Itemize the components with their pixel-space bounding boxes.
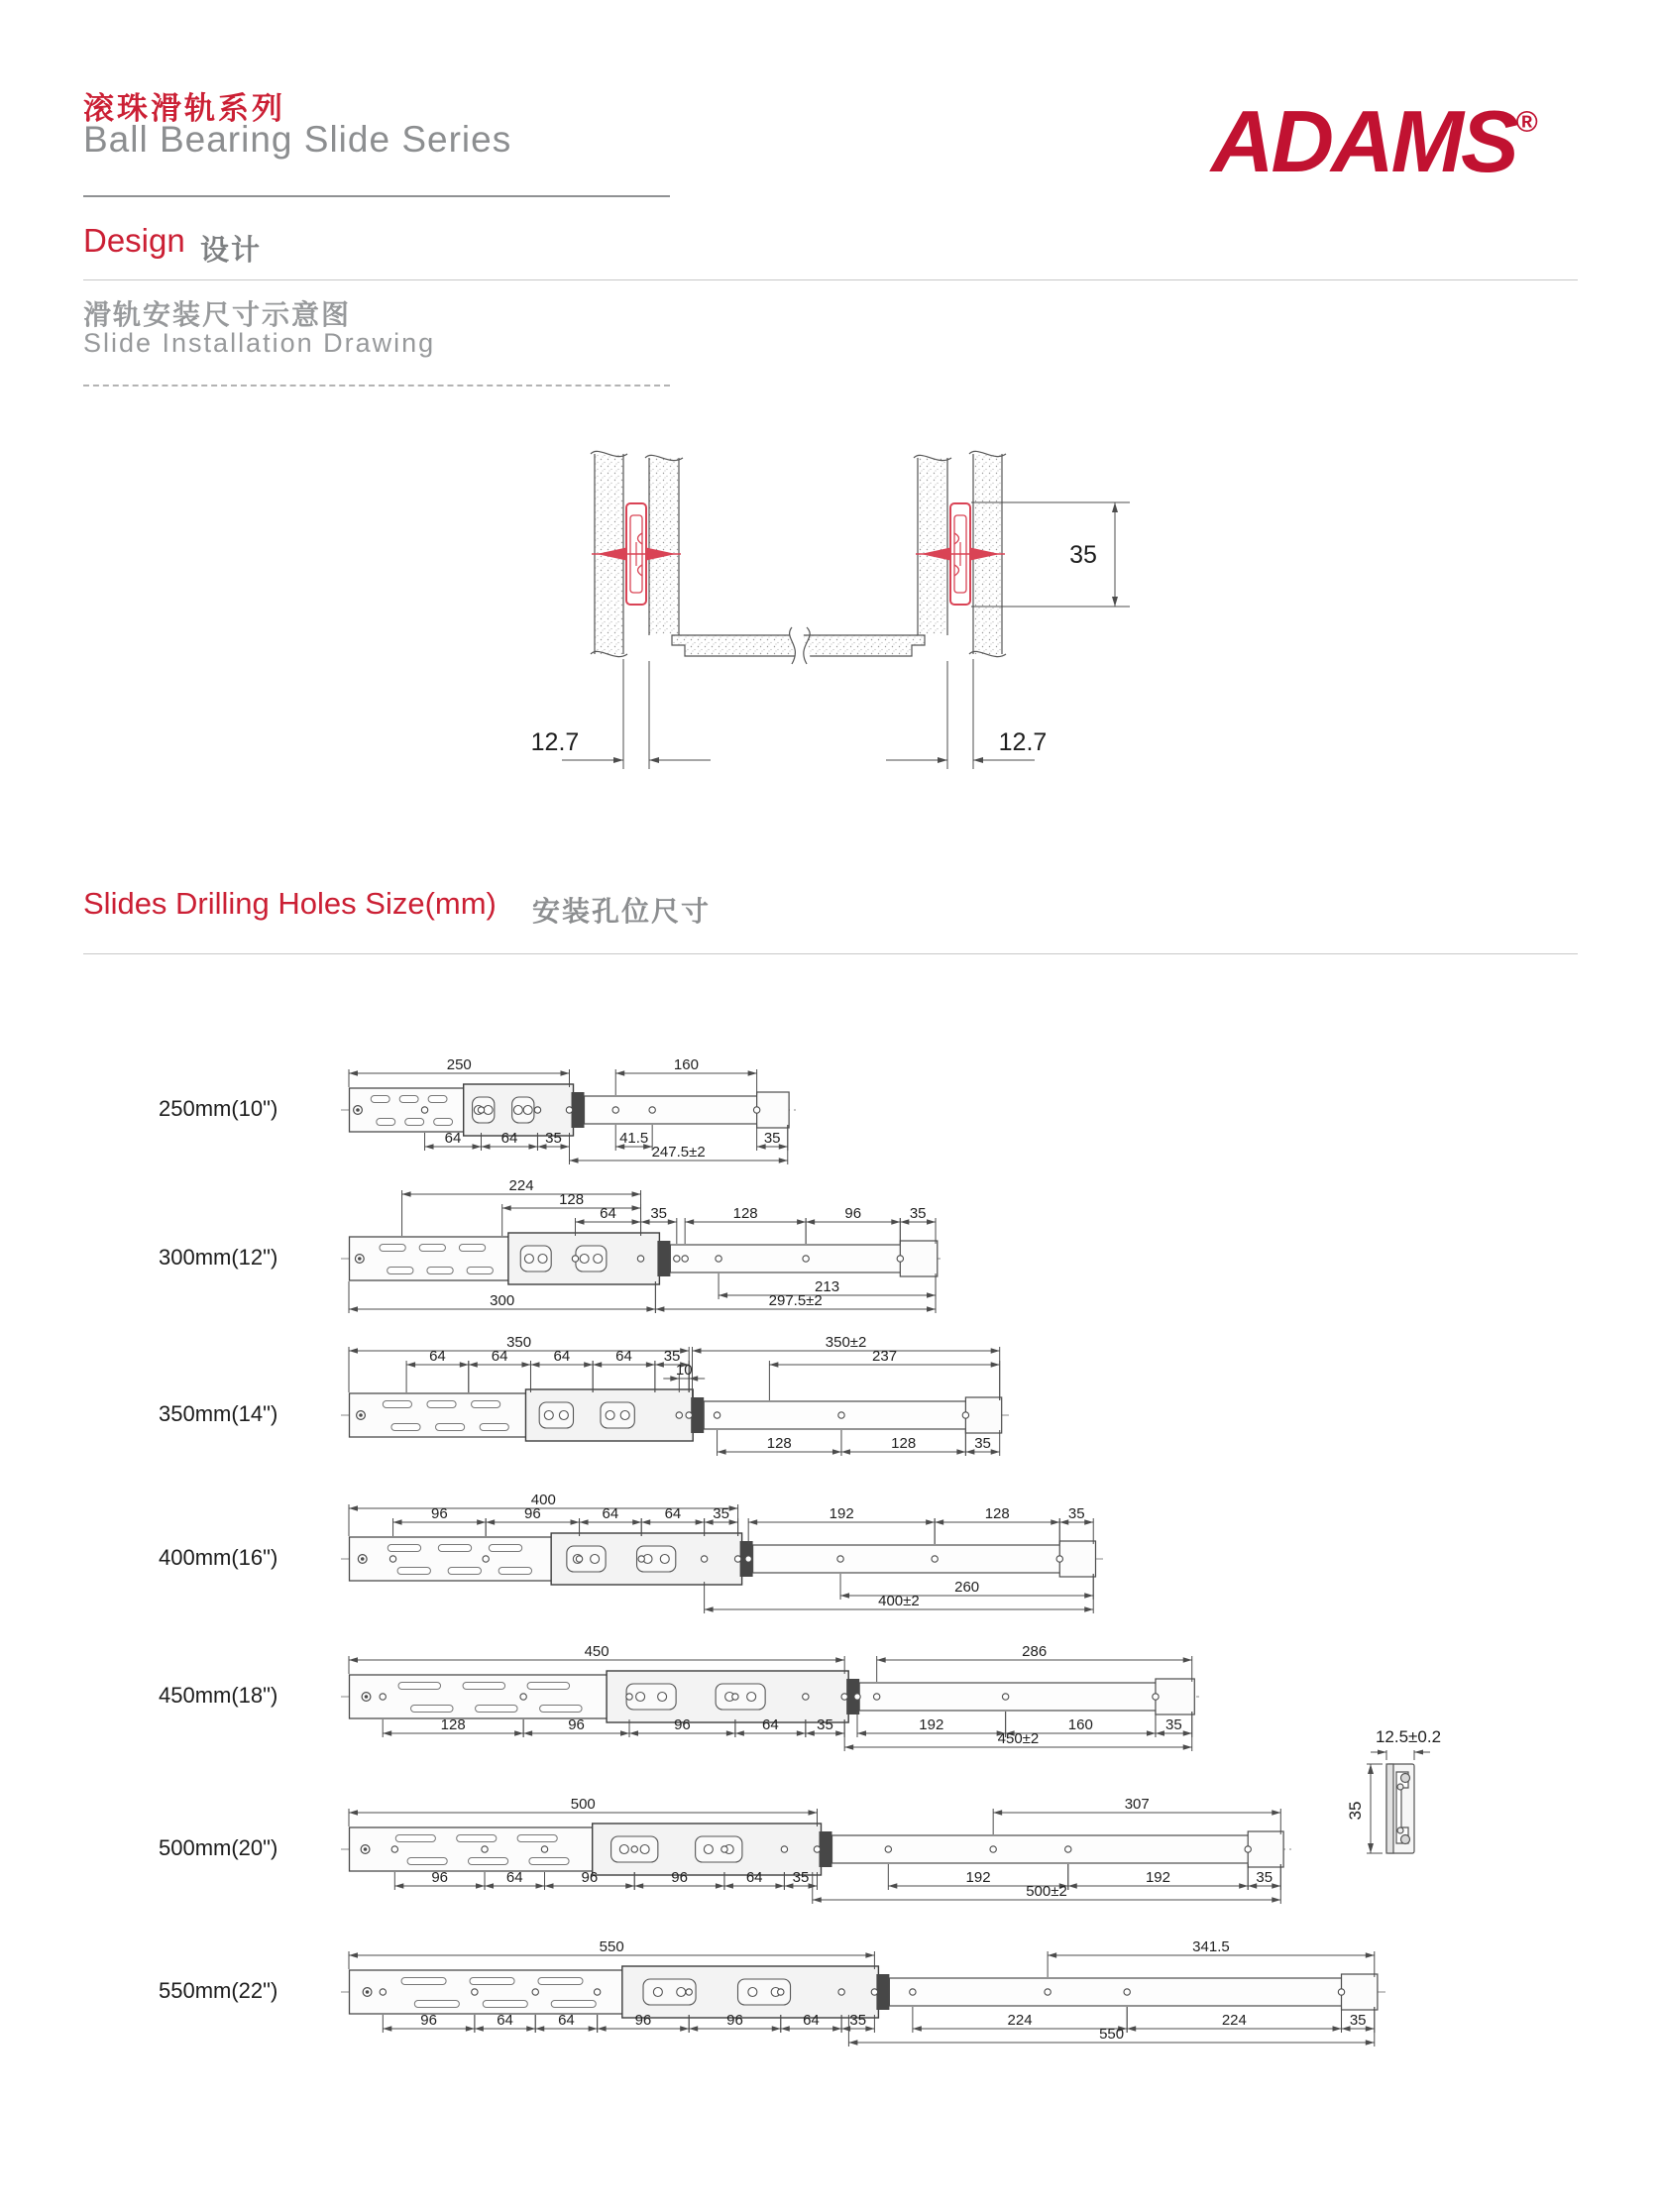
row-label: 250mm(10") xyxy=(159,1096,278,1121)
dim-label: 341.5 xyxy=(1192,1938,1230,1955)
dim-label: 35 xyxy=(545,1130,562,1147)
dim-label: 64 xyxy=(429,1348,446,1365)
dim-label: 160 xyxy=(1067,1716,1093,1733)
dim-label: 12.7 xyxy=(998,728,1048,756)
registered-mark-icon: ® xyxy=(1515,106,1538,139)
row-label: 500mm(20") xyxy=(159,1835,278,1860)
dim-label: 224 xyxy=(1007,2012,1033,2029)
slide-drawing xyxy=(349,1775,1285,1924)
dim-label: 247.5±2 xyxy=(651,1144,706,1161)
slide-drawing xyxy=(349,1036,790,1184)
dim-label: 64 xyxy=(553,1348,571,1365)
dim-label: 35 xyxy=(792,1869,810,1886)
dim-label: 35 xyxy=(763,1130,781,1147)
dim-label: 96 xyxy=(634,2012,652,2029)
dim-label: 128 xyxy=(440,1716,466,1733)
slide-drawing xyxy=(349,1918,1380,2066)
slide-drawing xyxy=(349,1622,1196,1771)
header-divider xyxy=(83,195,670,197)
dim-label: 96 xyxy=(674,1716,691,1733)
dim-label: 35 xyxy=(1346,1801,1365,1821)
dim-label: 128 xyxy=(891,1435,917,1452)
dim-label: 64 xyxy=(745,1869,763,1886)
dim-label: 300 xyxy=(490,1292,515,1309)
dim-label: 224 xyxy=(508,1177,534,1194)
dim-label: 550 xyxy=(599,1938,624,1955)
dim-label: 260 xyxy=(954,1579,980,1596)
dim-label: 500 xyxy=(570,1796,596,1813)
design-heading-cn: 设计 xyxy=(200,235,263,267)
dim-label: 213 xyxy=(815,1278,840,1295)
dim-label: 192 xyxy=(965,1869,991,1886)
dim-label: 250 xyxy=(446,1056,472,1073)
row-label: 550mm(22") xyxy=(159,1978,278,2003)
drilling-heading-en: Slides Drilling Holes Size(mm) xyxy=(83,886,497,921)
dim-label: 160 xyxy=(673,1056,699,1073)
dashed-divider xyxy=(83,385,670,387)
dim-label: 64 xyxy=(615,1348,632,1365)
dim-label: 35 xyxy=(1069,541,1097,569)
dim-label: 450 xyxy=(584,1643,609,1660)
dim-label: 35 xyxy=(849,2012,867,2029)
dim-label: 286 xyxy=(1022,1643,1048,1660)
dim-label: 192 xyxy=(829,1505,854,1522)
dim-label: 400 xyxy=(530,1492,556,1508)
dim-label: 96 xyxy=(671,1869,688,1886)
dim-label: 350±2 xyxy=(825,1334,867,1351)
page-title-cn: 滚珠滑轨系列 xyxy=(83,91,285,126)
dim-label: 35 xyxy=(974,1435,991,1452)
dim-label: 64 xyxy=(500,1130,518,1147)
dim-label: 64 xyxy=(803,2012,820,2029)
dim-label: 96 xyxy=(431,1505,448,1522)
dim-label: 192 xyxy=(919,1716,944,1733)
dim-label: 128 xyxy=(766,1435,792,1452)
dim-label: 12.7 xyxy=(530,728,580,756)
install-heading-en: Slide Installation Drawing xyxy=(83,328,436,358)
section-divider xyxy=(83,279,1578,280)
dim-label: 96 xyxy=(726,2012,743,2029)
dim-label: 35 xyxy=(817,1716,833,1733)
dim-label: 64 xyxy=(600,1205,616,1222)
dim-label: 307 xyxy=(1124,1796,1150,1813)
dim-label: 128 xyxy=(984,1505,1010,1522)
dim-label: 237 xyxy=(872,1348,898,1365)
dim-label: 35 xyxy=(909,1205,927,1222)
dim-label: 550 xyxy=(1099,2026,1125,2043)
dim-label: 128 xyxy=(732,1205,758,1222)
dim-label: 400±2 xyxy=(878,1593,920,1609)
cross-section-detail xyxy=(1323,1726,1492,1865)
dim-label: 192 xyxy=(1145,1869,1170,1886)
row-label: 450mm(18") xyxy=(159,1683,278,1708)
dim-label: 297.5±2 xyxy=(768,1292,823,1309)
dim-label: 41.5 xyxy=(619,1130,649,1147)
dim-label: 35 xyxy=(1164,1716,1182,1733)
slide-drawing xyxy=(349,1177,939,1333)
dim-label: 96 xyxy=(568,1716,585,1733)
dim-label: 96 xyxy=(431,1869,449,1886)
installation-drawing xyxy=(391,416,1164,823)
dim-label: 64 xyxy=(762,1716,779,1733)
row-label: 350mm(14") xyxy=(159,1401,278,1426)
slide-drawing xyxy=(349,1485,1097,1633)
adams-logo: ADAMS® xyxy=(1211,92,1538,190)
dim-label: 96 xyxy=(581,1869,599,1886)
dim-label: 64 xyxy=(558,2012,575,2029)
design-heading-en: Design xyxy=(83,222,185,259)
dim-label: 64 xyxy=(505,1869,523,1886)
drilling-heading-cn: 安装孔位尺寸 xyxy=(532,896,712,927)
section-divider-2 xyxy=(83,953,1578,954)
page-title-en: Ball Bearing Slide Series xyxy=(83,119,512,160)
dim-label: 128 xyxy=(559,1191,585,1208)
dim-label: 450±2 xyxy=(997,1730,1040,1747)
dim-label: 96 xyxy=(844,1205,862,1222)
dim-label: 10 xyxy=(675,1362,693,1379)
dim-label: 35 xyxy=(663,1348,681,1365)
dim-label: 64 xyxy=(491,1348,508,1365)
dim-12-7 xyxy=(531,659,1048,769)
dim-label: 224 xyxy=(1221,2012,1247,2029)
dim-label: 64 xyxy=(497,2012,513,2029)
install-heading-cn: 滑轨安装尺寸示意图 xyxy=(83,299,352,330)
dim-label: 35 xyxy=(713,1505,729,1522)
dim-label: 64 xyxy=(602,1505,619,1522)
dim-label: 35 xyxy=(1067,1505,1085,1522)
dim-label: 500±2 xyxy=(1026,1883,1067,1900)
dim-label: 35 xyxy=(1349,2012,1367,2029)
dim-label: 35 xyxy=(650,1205,668,1222)
row-label: 400mm(16") xyxy=(159,1545,278,1570)
row-label: 300mm(12") xyxy=(159,1245,278,1270)
dim-label: 350 xyxy=(506,1334,532,1351)
dim-label: 12.5±0.2 xyxy=(1375,1727,1442,1746)
dim-label: 96 xyxy=(420,2012,437,2029)
slide-drawing xyxy=(349,1334,1003,1490)
dim-label: 96 xyxy=(524,1505,541,1522)
dim-label: 35 xyxy=(1256,1869,1273,1886)
dim-label: 64 xyxy=(664,1505,682,1522)
dim-label: 64 xyxy=(444,1130,462,1147)
